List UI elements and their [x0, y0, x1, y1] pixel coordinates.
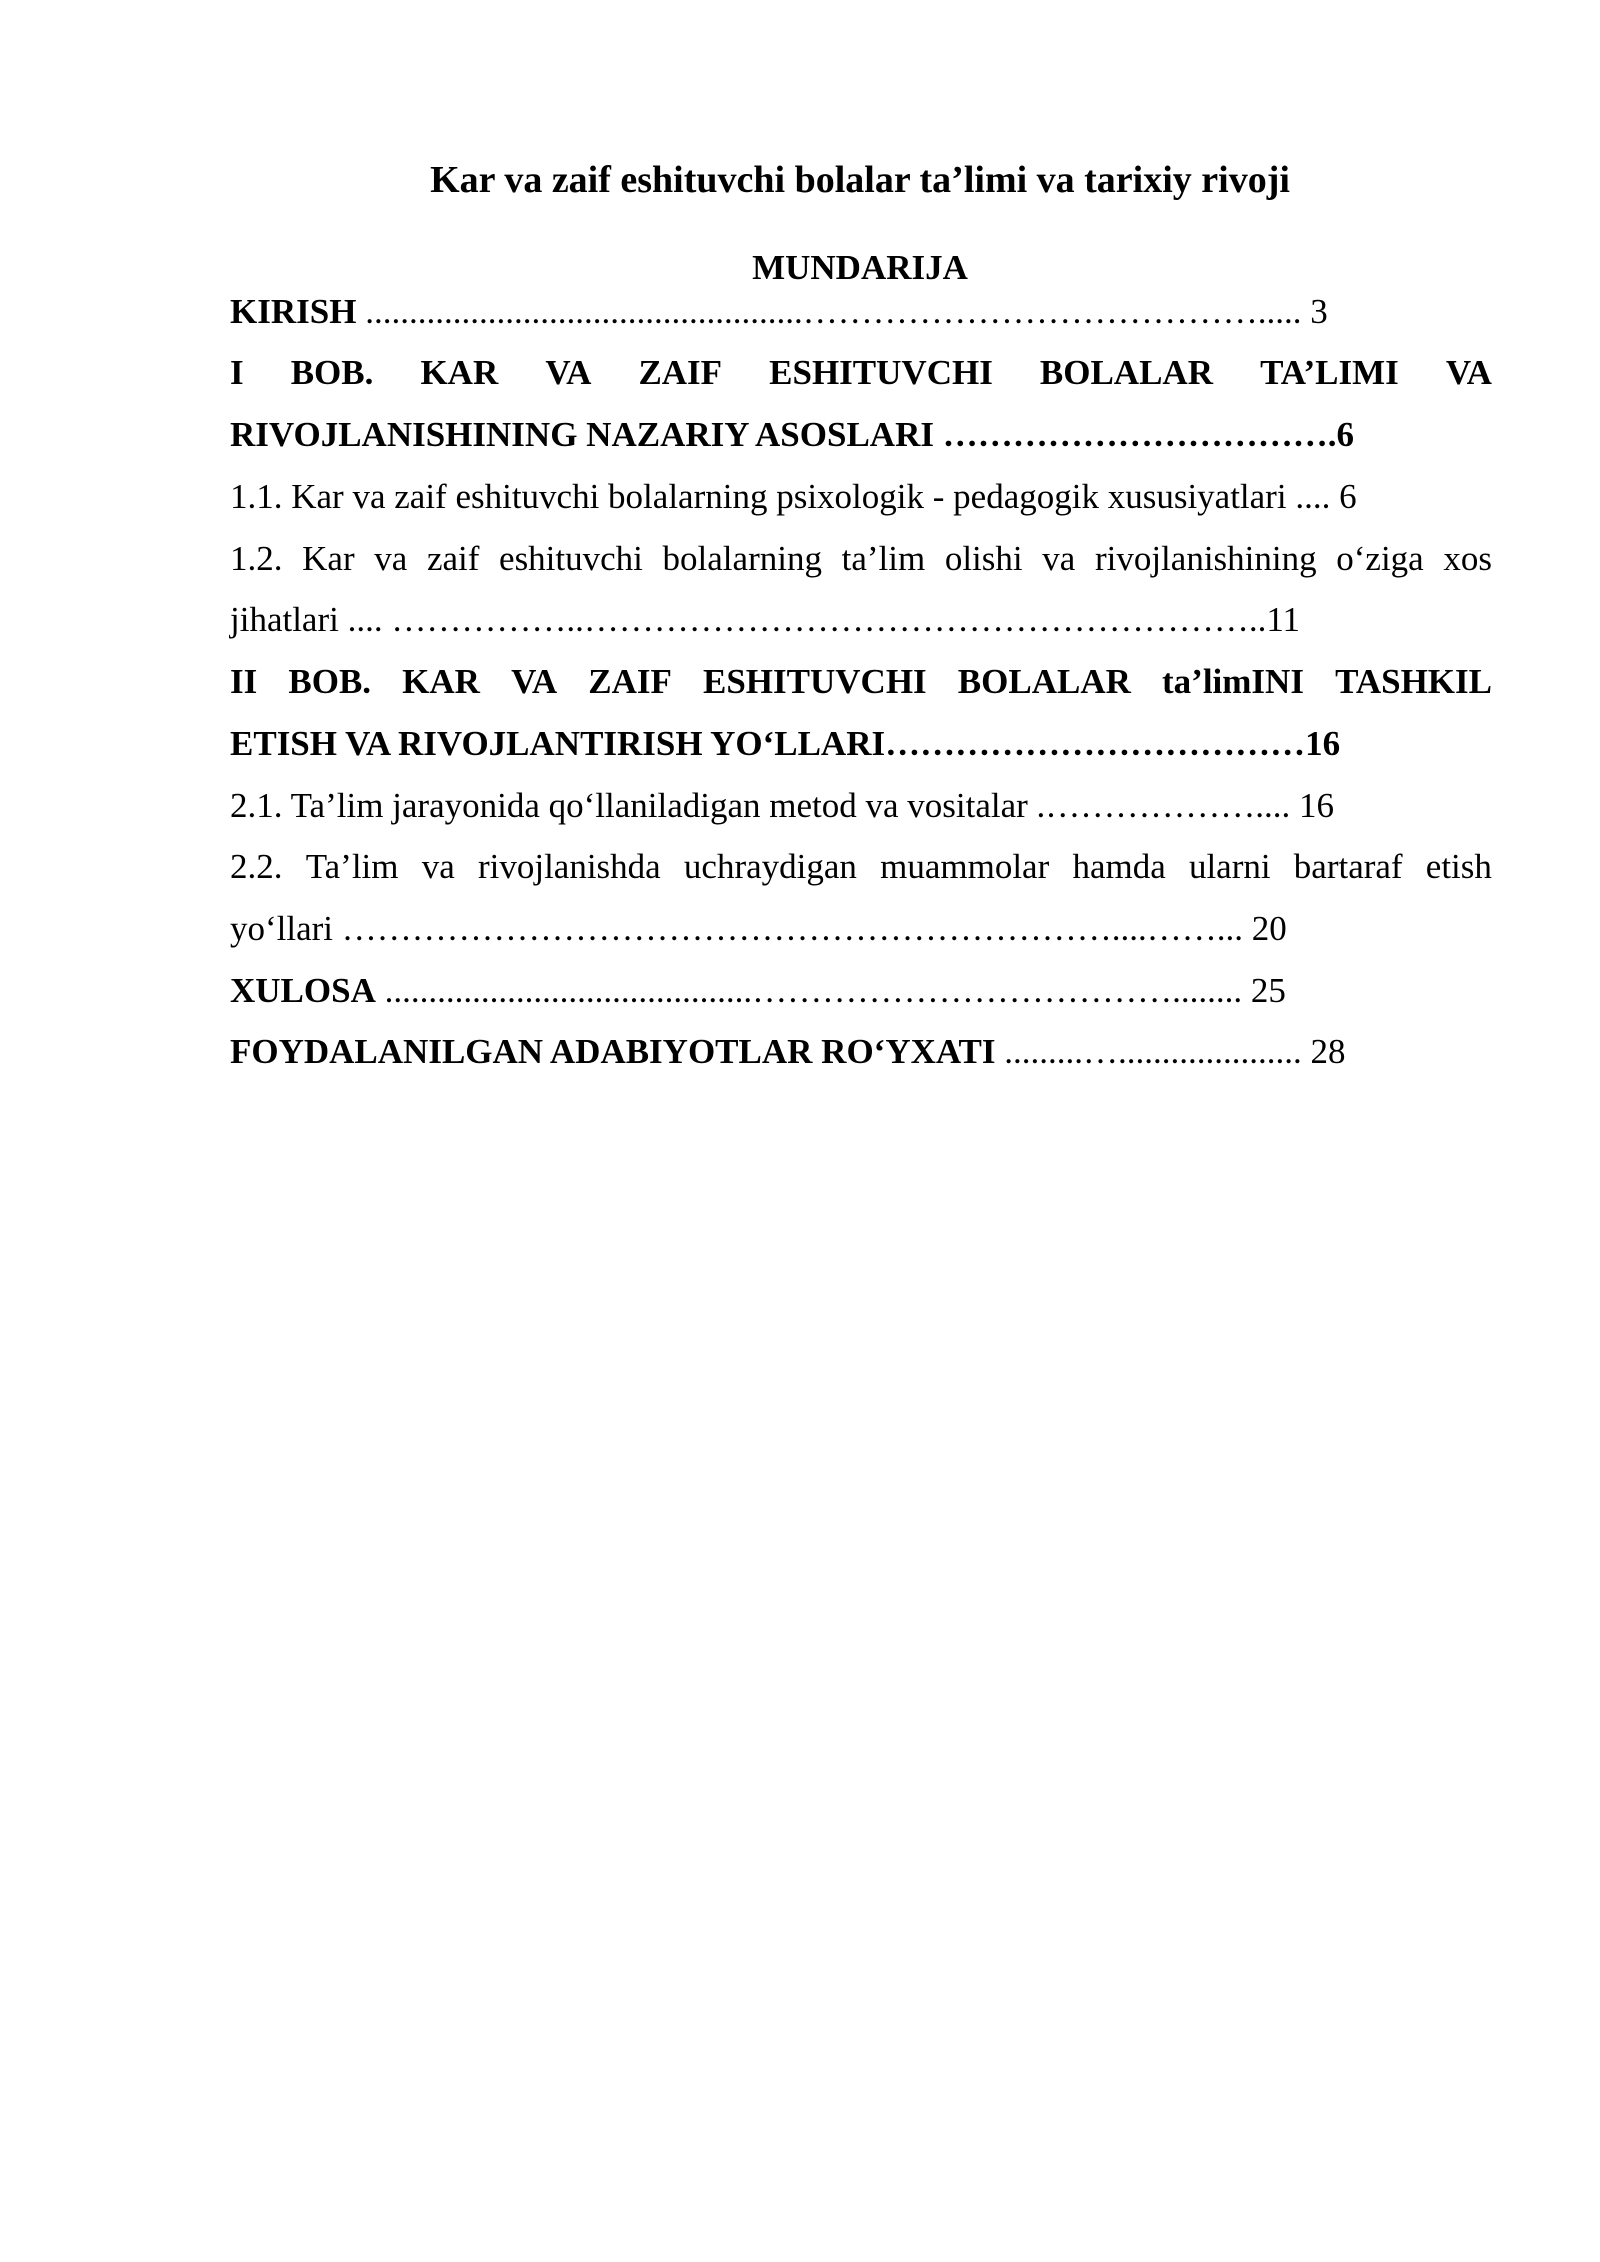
toc-entry-references-page: 28: [1301, 1032, 1346, 1071]
word: BOB.: [288, 662, 372, 701]
toc-entry-section-2-1[interactable]: 2.1. Ta’lim jarayonida qo‘llaniladigan metod va vositalar .……………….... 16: [230, 786, 1335, 825]
word: va: [421, 847, 455, 886]
word: ta’lim: [841, 539, 926, 578]
word: ZAIF: [638, 353, 723, 392]
toc-entry-section-1-2-line2[interactable]: jihatlari .... ……………..…………………………………………………..11: [230, 600, 1301, 639]
toc-entry-conclusion[interactable]: [230, 968, 1286, 1014]
word: BOB.: [290, 353, 374, 392]
word: olishi: [944, 539, 1023, 578]
word: ularni: [1188, 847, 1271, 886]
toc-entry-references[interactable]: [230, 1029, 1346, 1075]
word: KAR: [420, 353, 499, 392]
toc-entry-section-2-2-line1[interactable]: [230, 844, 1492, 890]
word: Ta’lim: [305, 847, 399, 886]
word: va: [374, 539, 408, 578]
toc-entry-intro-page: 3: [1301, 292, 1328, 331]
toc-entry-chapter2-line2[interactable]: ETISH VA RIVOJLANTIRISH YO‘LLARI………………………………16: [230, 724, 1341, 763]
word: TA’LIMI: [1260, 353, 1399, 392]
word: Kar: [302, 539, 355, 578]
toc-entry-conclusion-leader: ..........................................………………………………........: [375, 971, 1243, 1010]
word: I: [230, 353, 244, 392]
toc-heading: MUNDARIJA: [752, 248, 968, 287]
toc-entry-intro-leader: ..................................................………………………………….....: [356, 292, 1302, 331]
toc-entry-conclusion-page: 25: [1242, 971, 1286, 1010]
word: BOLALAR: [1039, 353, 1213, 392]
toc-entry-references-label: FOYDALANILGAN ADABIYOTLAR RO‘YXATI: [230, 1032, 996, 1071]
word: VA: [1445, 353, 1492, 392]
word: xos: [1443, 539, 1492, 578]
word: ZAIF: [588, 662, 672, 701]
word: BOLALAR: [957, 662, 1131, 701]
word: o‘ziga: [1336, 539, 1424, 578]
toc-entry-section-2-2-line2[interactable]: yo‘llari …………………………………………………………....……... 20: [230, 909, 1287, 948]
word: muammolar: [880, 847, 1050, 886]
word: bartaraf: [1293, 847, 1403, 886]
toc-entry-intro-label: KIRISH: [230, 292, 357, 331]
word: II: [230, 662, 258, 701]
word: rivojlanishining: [1094, 539, 1317, 578]
word: ESHITUVCHI: [769, 353, 993, 392]
word: etish: [1425, 847, 1492, 886]
toc-entry-section-1-1[interactable]: 1.1. Kar va zaif eshituvchi bolalarning psixologik - pedagogik xususiyatlari .... 6: [230, 477, 1357, 516]
word: bolalarning: [662, 539, 822, 578]
toc-entry-chapter1-line2[interactable]: RIVOJLANISHINING NAZARIY ASOSLARI …………………………….6: [230, 415, 1354, 454]
toc-entry-chapter1-line1[interactable]: [230, 350, 1492, 396]
toc-entry-conclusion-label: XULOSA: [230, 971, 376, 1010]
word: eshituvchi: [499, 539, 643, 578]
document-title: Kar va zaif eshituvchi bolalar ta’limi va tarixiy rivoji: [430, 159, 1290, 201]
toc-entry-intro[interactable]: [230, 289, 1328, 335]
toc-entry-section-1-2-line1[interactable]: [230, 536, 1492, 582]
toc-entry-chapter2-line1[interactable]: [230, 659, 1492, 705]
word: uchraydigan: [683, 847, 857, 886]
word: hamda: [1072, 847, 1166, 886]
word: VA: [511, 662, 558, 701]
word: va: [1042, 539, 1076, 578]
word: zaif: [426, 539, 480, 578]
word: rivojlanishda: [477, 847, 661, 886]
word: 1.2.: [230, 539, 283, 578]
word: ta’limINI: [1162, 662, 1304, 701]
toc-entry-references-leader: .........….....................: [995, 1032, 1302, 1071]
word: ESHITUVCHI: [703, 662, 927, 701]
word: TASHKIL: [1335, 662, 1492, 701]
word: 2.2.: [230, 847, 283, 886]
word: KAR: [402, 662, 480, 701]
word: VA: [545, 353, 592, 392]
